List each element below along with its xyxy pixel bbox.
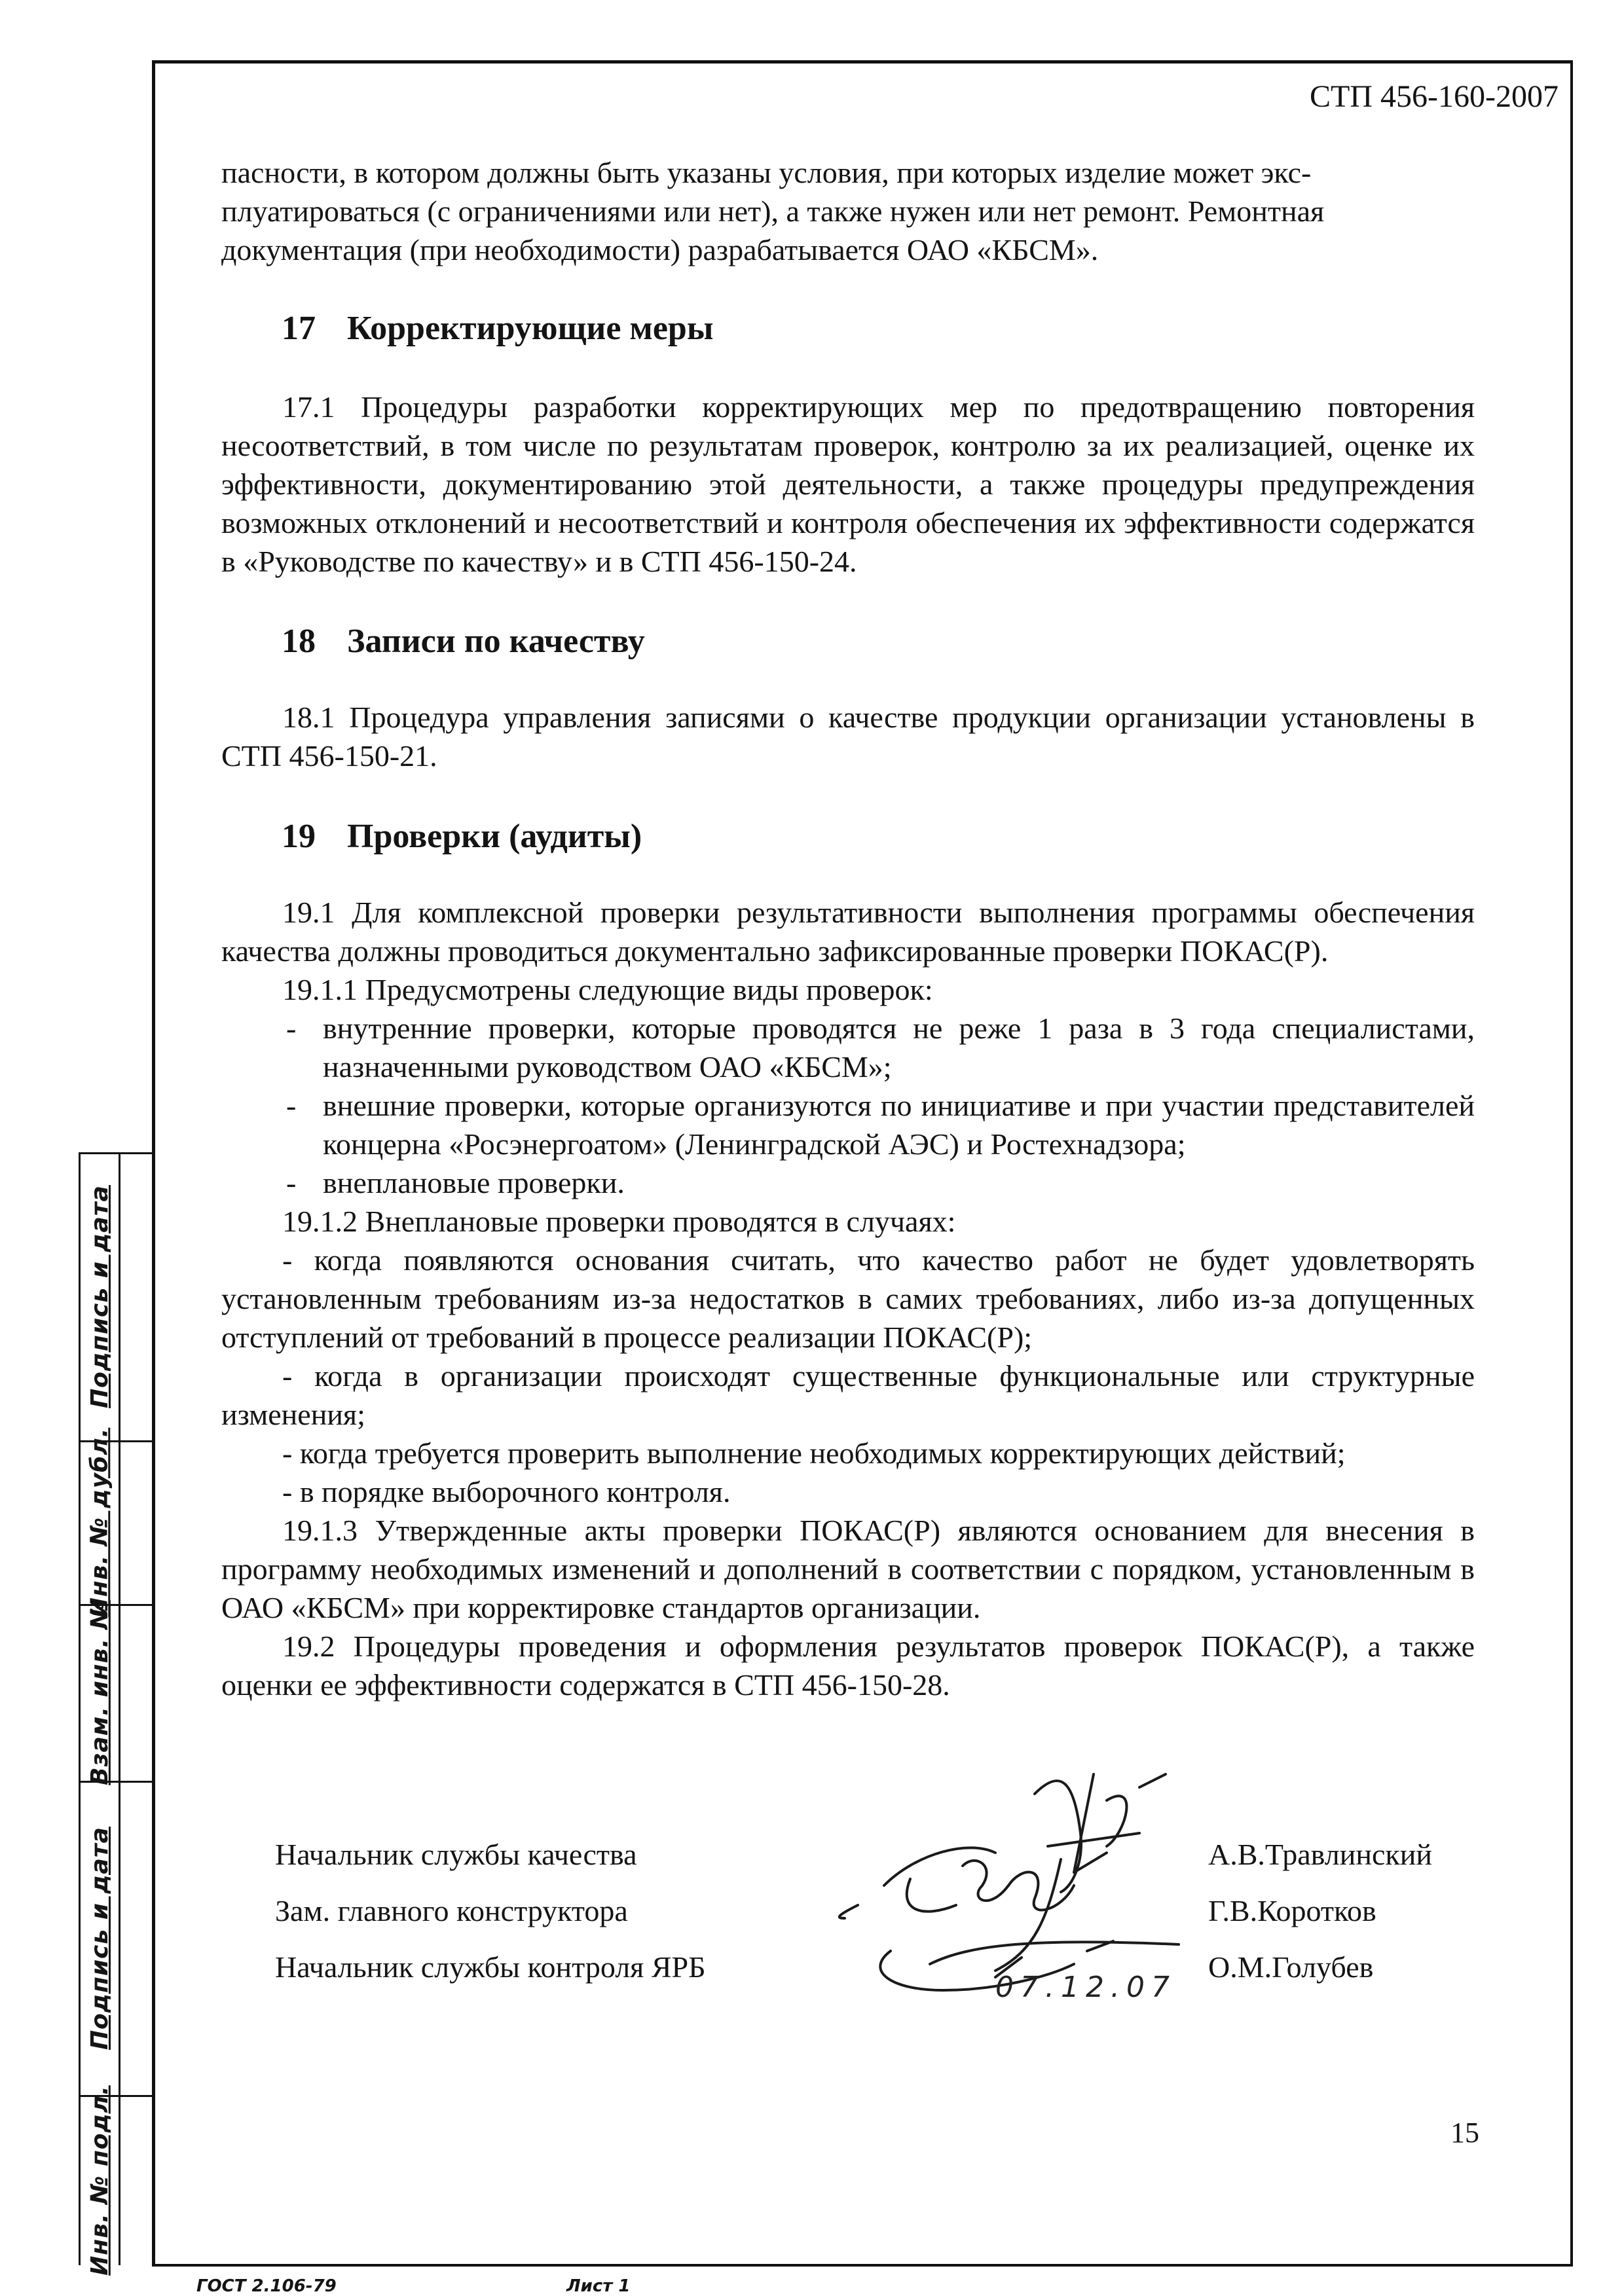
signatory-name: О.М.Голубев: [1208, 1950, 1374, 1984]
section-17-body: [221, 388, 1475, 581]
list-item: - внеплановые проверки.: [286, 1166, 625, 1199]
stamp-divider: [119, 1152, 120, 2265]
paragraph-19-1-2: 19.1.2 Внеплановые проверки проводятся в случаях:: [282, 1205, 956, 1238]
document-code: СТП 456-160-2007: [1310, 79, 1559, 114]
list-item: - внутренние проверки, которые проводятся не реже 1 раза в 3 года специалистами, назначенными руководством ОАО «КБСМ»;: [286, 1011, 1475, 1084]
signatory-title: Начальник службы контроля ЯРБ: [275, 1950, 706, 1984]
section-title: Проверки (аудиты): [347, 818, 642, 855]
stamp-cell-inv-dubl: Инв. № дубл.: [86, 1427, 113, 1617]
section-number: 18: [282, 623, 316, 660]
paragraph-19-1-3: 19.1.3 Утвержденные акты проверки ПОКАС(Р) являются основанием для внесения в программу необходимых изменений и дополнений в соответствии с порядком, установленным в ОАО «КБСМ» при корректировке стандартов организации.: [221, 1514, 1475, 1624]
stamp-cell-inv-podl: Инв. № подл.: [86, 2085, 113, 2276]
signatory-title: Начальник службы качества: [275, 1838, 637, 1871]
list-item-text: внешние проверки, которые организуются по инициативе и при участии представителей концерна «Росэнергоатом» (Ленинградской АЭС) и Ростехнадзора;: [323, 1089, 1475, 1161]
paragraph-19-1: 19.1 Для комплексной проверки результативности выполнения программы обеспечения качества должны проводиться документально зафиксированные проверки ПОКАС(Р).: [221, 896, 1475, 968]
stamp-cell-signature-date-1: Подпись и дата: [86, 1184, 113, 1408]
handwritten-date: 07.12.07: [995, 1971, 1176, 2004]
paragraph-19-2: 19.2 Процедуры проведения и оформления результатов проверок ПОКАС(Р), а также оценки ее эффективности содержатся в СТП 456-150-28.: [221, 1630, 1475, 1702]
page-number: 15: [1450, 2117, 1479, 2149]
intro-line: документация (при необходимости) разрабатывается ОАО «КБСМ».: [221, 233, 1099, 266]
footer-standard: ГОСТ 2.106-79: [196, 2276, 337, 2296]
side-stamp: [79, 1152, 152, 2276]
case-item: - когда появляются основания считать, что качество работ не будет удовлетворять установленным требованиям из-за недостатков в самих требованиях, либо из-за допущенных отступлений от требований в процессе реализации ПОКАС(Р);: [221, 1243, 1475, 1354]
section-18-heading: [282, 622, 645, 661]
case-item: - когда в организации происходят существенные функциональные или структурные изменения;: [221, 1359, 1475, 1431]
paragraph-19-1-1: 19.1.1 Предусмотрены следующие виды проверок:: [282, 973, 933, 1006]
list-item: - внешние проверки, которые организуются по инициативе и при участии представителей концерна «Росэнергоатом» (Ленинградской АЭС) и Ростехнадзора;: [286, 1089, 1475, 1161]
section-number: 19: [282, 818, 316, 855]
stamp-cell-vzam-inv: Взам. инв. №: [86, 1599, 113, 1785]
section-19-heading: [282, 817, 642, 856]
case-item: - в порядке выборочного контроля.: [282, 1475, 731, 1508]
footer-sheet: Лист 1: [566, 2276, 631, 2296]
section-title: Записи по качеству: [347, 623, 645, 660]
intro-line: пасности, в котором должны быть указаны условия, при которых изделие может экс-: [221, 156, 1312, 189]
intro-line: плуатироваться (с ограничениями или нет), а также нужен или нет ремонт. Ремонтная: [221, 194, 1325, 228]
list-item-text: внеплановые проверки.: [323, 1166, 625, 1199]
intro-paragraph: [221, 153, 1475, 269]
signatory-name: А.В.Травлинский: [1208, 1838, 1432, 1871]
section-18-body: [221, 698, 1475, 775]
paragraph-18-1: 18.1 Процедура управления записями о качестве продукции организации установлены в СТП 456-150-21.: [221, 701, 1475, 773]
section-title: Корректирующие меры: [347, 310, 714, 347]
signatory-name: Г.В.Коротков: [1208, 1894, 1376, 1927]
section-19-body: [221, 893, 1475, 1704]
list-item-text: внутренние проверки, которые проводятся не реже 1 раза в 3 года специалистами, назначенными руководством ОАО «КБСМ»;: [323, 1011, 1475, 1084]
signatory-title: Зам. главного конструктора: [275, 1894, 628, 1927]
section-number: 17: [282, 310, 316, 347]
section-17-heading: [282, 309, 713, 348]
paragraph-17-1: 17.1 Процедуры разработки корректирующих мер по предотвращению повторения несоответствий, в том числе по результатам проверок, контролю за их реализацией, оценке их эффективности, документированию этой деятельности, а также процедуры предупреждения возможных отклонений и несоответствий и контроля обеспечения их эффективности содержатся в «Руководстве по качеству» и в СТП 456-150-24.: [221, 390, 1475, 578]
case-item: - когда требуется проверить выполнение необходимых корректирующих действий;: [282, 1436, 1346, 1470]
stamp-cell-signature-date-2: Подпись и дата: [86, 1826, 113, 2050]
